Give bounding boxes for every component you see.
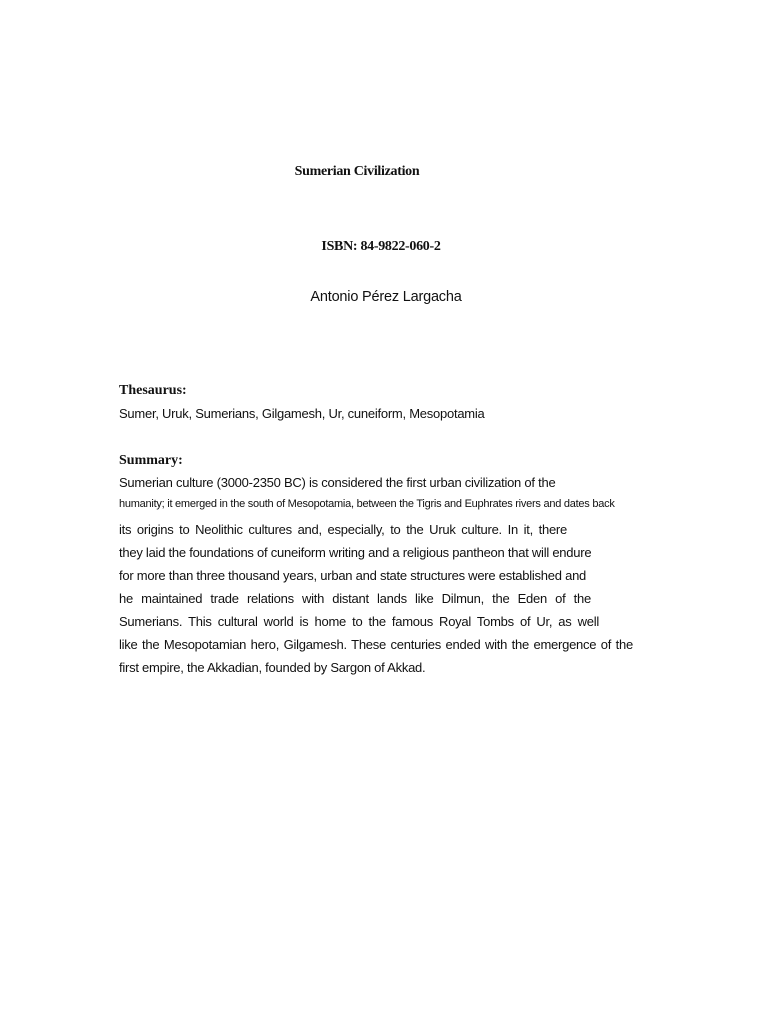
summary-line: Sumerian culture (3000-2350 BC) is considered the first urban civilization of the [119, 475, 556, 490]
thesaurus-keywords: Sumer, Uruk, Sumerians, Gilgamesh, Ur, cuneiform, Mesopotamia [119, 406, 485, 421]
thesaurus-heading: Thesaurus: [119, 383, 187, 398]
summary-line: they laid the foundations of cuneiform writing and a religious pantheon that will endure [119, 545, 592, 560]
summary-line: for more than three thousand years, urban and state structures were established and [119, 568, 587, 583]
document-title: Sumerian Civilization [294, 164, 420, 179]
author-name: Antonio Pérez Largacha [310, 289, 462, 305]
summary-line: like the Mesopotamian hero, Gilgamesh. These centuries ended with the emergence of the [119, 637, 633, 652]
summary-line: humanity; it emerged in the south of Mesopotamia, between the Tigris and Euphrates rivers and dates back [119, 498, 615, 510]
summary-line: Sumerians. This cultural world is home to the famous Royal Tombs of Ur, as well [119, 614, 599, 629]
summary-line: first empire, the Akkadian, founded by Sargon of Akkad. [119, 660, 426, 675]
summary-line: its origins to Neolithic cultures and, especially, to the Uruk culture. In it, there [119, 522, 567, 537]
isbn: ISBN: 84-9822-060-2 [321, 239, 441, 254]
summary-line: he maintained trade relations with distant lands like Dilmun, the Eden of the [119, 591, 591, 606]
summary-heading: Summary: [119, 453, 183, 468]
